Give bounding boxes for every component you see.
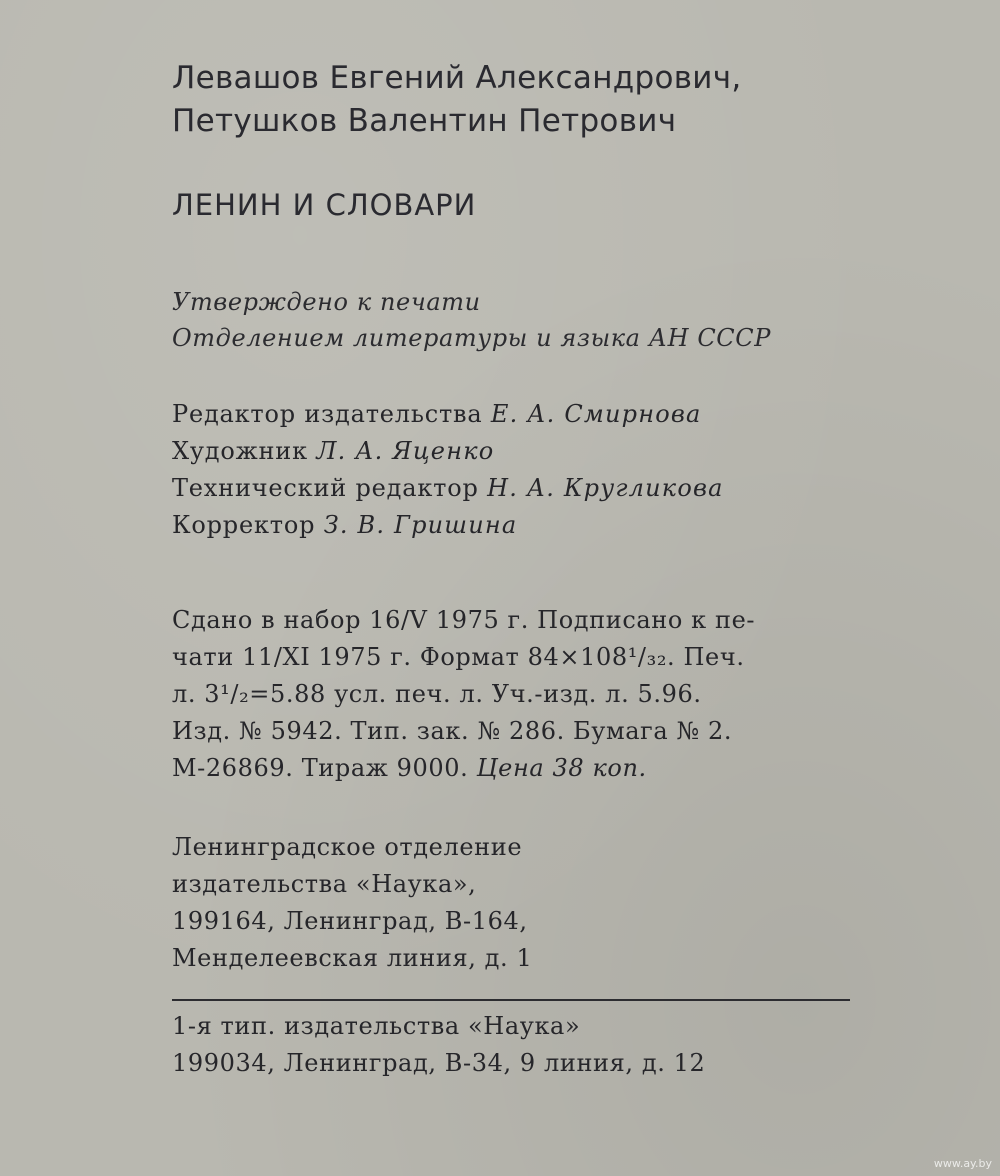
credit-name: Л. А. Яценко bbox=[316, 437, 495, 465]
imprint-line-2: чати 11/XI 1975 г. Формат 84×108¹/₃₂. Печ. bbox=[172, 643, 745, 671]
publisher-line-3: 199164, Ленинград, В-164, bbox=[172, 907, 528, 935]
publisher-line-4: Менделеевская линия, д. 1 bbox=[172, 944, 533, 972]
site-watermark: www.ay.by bbox=[933, 1157, 992, 1170]
credit-editor bbox=[172, 400, 702, 428]
price: Цена 38 коп. bbox=[476, 754, 647, 782]
credit-name: З. В. Гришина bbox=[323, 511, 518, 539]
imprint-line-5 bbox=[172, 754, 647, 782]
credit-proofreader bbox=[172, 511, 517, 539]
publisher-line-2: издательства «Наука», bbox=[172, 870, 477, 898]
printer-line-1: 1-я тип. издательства «Наука» bbox=[172, 1012, 581, 1040]
print-run: М-26869. Тираж 9000. bbox=[172, 754, 469, 782]
divider-rule bbox=[172, 999, 850, 1001]
credit-role: Редактор издательства bbox=[172, 400, 483, 428]
publisher-line-1: Ленинградское отделение bbox=[172, 833, 523, 861]
author-2: Петушков Валентин Петрович bbox=[172, 103, 677, 139]
credit-tech-editor bbox=[172, 474, 724, 502]
printer-line-2: 199034, Ленинград, В-34, 9 линия, д. 12 bbox=[172, 1049, 706, 1077]
credit-artist bbox=[172, 437, 494, 465]
credit-role: Технический редактор bbox=[172, 474, 479, 502]
credit-name: Н. А. Кругликова bbox=[487, 474, 724, 502]
author-1: Левашов Евгений Александрович, bbox=[172, 60, 742, 96]
imprint-line-1: Сдано в набор 16/V 1975 г. Подписано к пе- bbox=[172, 606, 756, 634]
book-title: ЛЕНИН И СЛОВАРИ bbox=[172, 188, 477, 222]
approval-line-1: Утверждено к печати bbox=[172, 288, 481, 316]
credit-role: Художник bbox=[172, 437, 308, 465]
imprint-line-4: Изд. № 5942. Тип. зак. № 286. Бумага № 2. bbox=[172, 717, 733, 745]
approval-line-2: Отделением литературы и языка АН СССР bbox=[172, 324, 771, 352]
credit-role: Корректор bbox=[172, 511, 316, 539]
imprint-line-3: л. 3¹/₂=5.88 усл. печ. л. Уч.-изд. л. 5.96. bbox=[172, 680, 702, 708]
credit-name: Е. А. Смирнова bbox=[490, 400, 702, 428]
